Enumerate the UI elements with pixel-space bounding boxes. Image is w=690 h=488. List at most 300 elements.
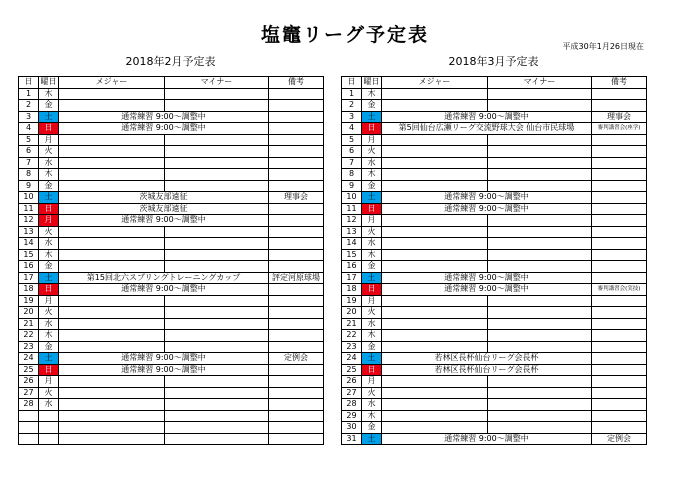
note-cell — [592, 376, 647, 388]
major-cell — [59, 422, 165, 434]
weekday-cell: 火 — [362, 307, 382, 319]
day-cell: 3 — [19, 111, 39, 123]
weekday-cell: 金 — [39, 261, 59, 273]
weekday-cell: 金 — [362, 341, 382, 353]
table-row — [342, 410, 647, 422]
weekday-cell: 土 — [362, 192, 382, 204]
day-cell: 6 — [342, 146, 362, 158]
day-cell: 8 — [19, 169, 39, 181]
weekday-cell: 金 — [362, 422, 382, 434]
table-row — [342, 433, 647, 445]
weekday-cell: 月 — [39, 134, 59, 146]
event-cell: 若林区長杯仙台リーグ会長杯 — [382, 364, 592, 376]
minor-cell — [165, 318, 269, 330]
minor-cell — [488, 226, 592, 238]
event-cell: 通常練習 9:00～調整中 — [382, 272, 592, 284]
day-cell: 18 — [342, 284, 362, 296]
minor-cell — [488, 215, 592, 227]
major-cell — [59, 157, 165, 169]
weekday-cell: 金 — [39, 180, 59, 192]
major-cell — [59, 307, 165, 319]
note-cell — [592, 410, 647, 422]
note-cell — [592, 157, 647, 169]
major-cell — [59, 146, 165, 158]
note-cell — [269, 433, 324, 445]
major-cell — [382, 146, 488, 158]
table-row — [19, 410, 324, 422]
table-row — [19, 111, 324, 123]
day-cell: 20 — [19, 307, 39, 319]
minor-cell — [165, 341, 269, 353]
day-cell: 1 — [342, 88, 362, 100]
major-cell — [382, 169, 488, 181]
table-row — [19, 180, 324, 192]
minor-cell — [488, 330, 592, 342]
major-cell — [382, 341, 488, 353]
event-cell: 第5回仙台広瀬リーグ交流野球大会 仙台市民球場 — [382, 123, 592, 135]
table-row — [19, 192, 324, 204]
day-cell: 4 — [19, 123, 39, 135]
header-weekday: 曜日 — [363, 77, 380, 86]
minor-cell — [488, 387, 592, 399]
day-cell — [19, 410, 39, 422]
weekday-cell: 土 — [362, 433, 382, 445]
day-cell: 21 — [19, 318, 39, 330]
minor-cell — [165, 134, 269, 146]
weekday-cell: 木 — [39, 249, 59, 261]
weekday-cell: 日 — [39, 203, 59, 215]
note-cell — [269, 410, 324, 422]
major-cell — [382, 295, 488, 307]
weekday-cell — [39, 433, 59, 445]
minor-cell — [488, 169, 592, 181]
day-cell: 25 — [19, 364, 39, 376]
note-cell — [592, 180, 647, 192]
table-row — [19, 307, 324, 319]
day-cell: 14 — [19, 238, 39, 250]
weekday-cell: 火 — [39, 307, 59, 319]
weekday-cell: 日 — [362, 203, 382, 215]
weekday-cell: 日 — [39, 364, 59, 376]
minor-cell — [165, 146, 269, 158]
table-row — [342, 169, 647, 181]
note-cell: 理事会 — [592, 111, 647, 123]
table-row — [342, 88, 647, 100]
table-row — [342, 192, 647, 204]
day-cell: 27 — [19, 387, 39, 399]
note-cell — [592, 146, 647, 158]
note-cell — [592, 307, 647, 319]
day-cell: 24 — [19, 353, 39, 365]
major-cell — [382, 261, 488, 273]
day-cell: 21 — [342, 318, 362, 330]
weekday-cell: 土 — [362, 272, 382, 284]
day-cell: 26 — [342, 376, 362, 388]
note-cell — [592, 318, 647, 330]
table-row — [19, 422, 324, 434]
day-cell: 13 — [342, 226, 362, 238]
event-cell: 通常練習 9:00～調整中 — [382, 203, 592, 215]
day-cell: 17 — [19, 272, 39, 284]
weekday-cell: 火 — [362, 387, 382, 399]
minor-cell — [165, 330, 269, 342]
event-cell: 通常練習 9:00～調整中 — [59, 215, 269, 227]
event-cell: 通常練習 9:00～調整中 — [382, 433, 592, 445]
note-cell — [592, 100, 647, 112]
day-cell: 16 — [342, 261, 362, 273]
day-cell: 4 — [342, 123, 362, 135]
table-row — [19, 261, 324, 273]
day-cell: 5 — [342, 134, 362, 146]
day-cell: 22 — [19, 330, 39, 342]
day-cell: 6 — [19, 146, 39, 158]
table-row — [19, 330, 324, 342]
table-row — [342, 180, 647, 192]
minor-cell — [488, 295, 592, 307]
weekday-cell: 金 — [39, 341, 59, 353]
table-row — [342, 123, 647, 135]
note-cell — [269, 422, 324, 434]
day-cell: 26 — [19, 376, 39, 388]
note-cell — [592, 364, 647, 376]
march-schedule-table — [341, 76, 647, 445]
major-cell — [59, 433, 165, 445]
major-cell — [59, 88, 165, 100]
table-row — [19, 353, 324, 365]
note-cell: 定例会 — [592, 433, 647, 445]
minor-cell — [165, 410, 269, 422]
day-cell: 17 — [342, 272, 362, 284]
weekday-cell: 金 — [39, 100, 59, 112]
note-cell — [269, 249, 324, 261]
minor-cell — [165, 387, 269, 399]
minor-cell — [165, 295, 269, 307]
weekday-cell: 土 — [39, 353, 59, 365]
note-cell — [592, 249, 647, 261]
table-row — [342, 399, 647, 411]
note-cell — [592, 353, 647, 365]
table-row — [342, 341, 647, 353]
day-cell: 2 — [342, 100, 362, 112]
note-cell — [269, 387, 324, 399]
table-row — [19, 433, 324, 445]
day-cell: 23 — [342, 341, 362, 353]
day-cell: 31 — [342, 433, 362, 445]
major-cell — [59, 295, 165, 307]
note-cell — [269, 123, 324, 135]
table-row — [19, 157, 324, 169]
note-cell — [269, 330, 324, 342]
weekday-cell: 日 — [39, 123, 59, 135]
event-cell: 通常練習 9:00～調整中 — [382, 284, 592, 296]
table-row — [19, 215, 324, 227]
day-cell: 19 — [342, 295, 362, 307]
table-row — [342, 203, 647, 215]
note-cell — [592, 422, 647, 434]
note-cell — [269, 157, 324, 169]
minor-cell — [488, 422, 592, 434]
day-cell: 11 — [342, 203, 362, 215]
day-cell: 12 — [19, 215, 39, 227]
event-cell: 通常練習 9:00～調整中 — [59, 284, 269, 296]
table-row — [19, 123, 324, 135]
day-cell: 16 — [19, 261, 39, 273]
weekday-cell: 月 — [39, 215, 59, 227]
header-major: メジャー — [59, 77, 165, 89]
note-cell — [269, 100, 324, 112]
table-row — [19, 318, 324, 330]
day-cell: 23 — [19, 341, 39, 353]
day-cell — [19, 422, 39, 434]
table-row — [19, 134, 324, 146]
major-cell — [382, 307, 488, 319]
table-row — [342, 330, 647, 342]
weekday-cell: 日 — [362, 284, 382, 296]
weekday-cell: 水 — [39, 157, 59, 169]
note-cell — [269, 146, 324, 158]
table-row — [19, 272, 324, 284]
weekday-cell: 木 — [362, 330, 382, 342]
major-cell — [382, 422, 488, 434]
major-cell — [59, 399, 165, 411]
day-cell: 18 — [19, 284, 39, 296]
table-row — [19, 249, 324, 261]
note-cell: 審判講習会(座学) — [592, 123, 647, 135]
major-cell — [59, 376, 165, 388]
table-row — [19, 295, 324, 307]
major-cell — [382, 215, 488, 227]
minor-cell — [165, 433, 269, 445]
major-cell — [382, 180, 488, 192]
major-cell — [382, 238, 488, 250]
note-cell — [269, 238, 324, 250]
day-cell: 7 — [342, 157, 362, 169]
day-cell: 10 — [19, 192, 39, 204]
major-cell — [382, 330, 488, 342]
weekday-cell: 日 — [39, 284, 59, 296]
as-of-date: 平成30年1月26日現在 — [562, 42, 644, 51]
major-cell — [382, 376, 488, 388]
weekday-cell: 月 — [362, 376, 382, 388]
major-cell — [382, 399, 488, 411]
weekday-cell: 木 — [362, 88, 382, 100]
event-cell: 若林区長杯仙台リーグ会長杯 — [382, 353, 592, 365]
weekday-cell: 土 — [39, 272, 59, 284]
weekday-cell: 水 — [362, 399, 382, 411]
major-cell — [382, 157, 488, 169]
day-cell: 20 — [342, 307, 362, 319]
minor-cell — [488, 341, 592, 353]
event-cell: 第15回北六スプリングトレーニングカップ — [59, 272, 269, 284]
note-cell — [269, 111, 324, 123]
table-row — [342, 387, 647, 399]
minor-cell — [488, 261, 592, 273]
minor-cell — [165, 180, 269, 192]
day-cell: 7 — [19, 157, 39, 169]
minor-cell — [488, 180, 592, 192]
header-day: 日 — [342, 77, 362, 89]
day-cell: 3 — [342, 111, 362, 123]
table-row — [19, 169, 324, 181]
day-cell: 25 — [342, 364, 362, 376]
event-cell: 通常練習 9:00～調整中 — [59, 123, 269, 135]
table-row — [19, 364, 324, 376]
table-row — [19, 376, 324, 388]
minor-cell — [488, 134, 592, 146]
minor-cell — [488, 238, 592, 250]
note-cell — [592, 169, 647, 181]
major-cell — [382, 226, 488, 238]
day-cell: 19 — [19, 295, 39, 307]
header-day: 日 — [19, 77, 39, 89]
weekday-cell: 土 — [362, 111, 382, 123]
minor-cell — [488, 157, 592, 169]
weekday-cell: 月 — [362, 215, 382, 227]
weekday-cell: 水 — [362, 238, 382, 250]
february-heading: 2018年2月予定表 — [125, 55, 216, 68]
note-cell — [269, 376, 324, 388]
major-cell — [59, 226, 165, 238]
major-cell — [382, 134, 488, 146]
note-cell — [269, 180, 324, 192]
weekday-cell: 日 — [362, 364, 382, 376]
minor-cell — [488, 100, 592, 112]
note-cell — [592, 203, 647, 215]
day-cell — [19, 433, 39, 445]
note-cell — [592, 192, 647, 204]
note-cell — [592, 387, 647, 399]
february-schedule-table — [18, 76, 324, 445]
day-cell: 9 — [342, 180, 362, 192]
weekday-cell: 木 — [362, 410, 382, 422]
table-row — [342, 100, 647, 112]
minor-cell — [488, 307, 592, 319]
minor-cell — [165, 376, 269, 388]
weekday-cell: 月 — [362, 134, 382, 146]
table-row — [19, 387, 324, 399]
minor-cell — [165, 226, 269, 238]
major-cell — [382, 410, 488, 422]
note-cell — [269, 307, 324, 319]
note-cell — [592, 295, 647, 307]
note-cell — [592, 226, 647, 238]
day-cell: 10 — [342, 192, 362, 204]
major-cell — [59, 249, 165, 261]
major-cell — [382, 249, 488, 261]
minor-cell — [165, 100, 269, 112]
major-cell — [382, 387, 488, 399]
february-rows — [19, 88, 324, 445]
note-cell: 審判講習会(実技) — [592, 284, 647, 296]
weekday-cell: 火 — [39, 146, 59, 158]
table-row — [342, 111, 647, 123]
weekday-cell: 月 — [39, 376, 59, 388]
note-cell — [269, 318, 324, 330]
weekday-cell — [39, 422, 59, 434]
note-cell — [269, 203, 324, 215]
event-cell: 通常練習 9:00～調整中 — [382, 111, 592, 123]
major-cell — [59, 134, 165, 146]
minor-cell — [488, 399, 592, 411]
weekday-cell: 月 — [362, 295, 382, 307]
day-cell: 12 — [342, 215, 362, 227]
table-row — [342, 157, 647, 169]
minor-cell — [165, 422, 269, 434]
minor-cell — [165, 399, 269, 411]
major-cell — [59, 387, 165, 399]
minor-cell — [488, 376, 592, 388]
minor-cell — [165, 307, 269, 319]
weekday-cell: 水 — [39, 318, 59, 330]
day-cell: 22 — [342, 330, 362, 342]
note-cell — [592, 215, 647, 227]
day-cell: 15 — [342, 249, 362, 261]
header-weekday: 曜日 — [40, 77, 57, 86]
table-header-row — [342, 77, 647, 89]
table-row — [342, 261, 647, 273]
note-cell — [269, 134, 324, 146]
table-row — [19, 238, 324, 250]
table-row — [19, 341, 324, 353]
table-row — [19, 399, 324, 411]
table-row — [342, 272, 647, 284]
day-cell: 28 — [19, 399, 39, 411]
event-cell: 通常練習 9:00～調整中 — [59, 353, 269, 365]
table-row — [342, 295, 647, 307]
major-cell — [382, 100, 488, 112]
minor-cell — [488, 88, 592, 100]
note-cell — [592, 341, 647, 353]
minor-cell — [165, 238, 269, 250]
note-cell — [592, 238, 647, 250]
table-row — [342, 146, 647, 158]
weekday-cell: 木 — [362, 249, 382, 261]
note-cell — [592, 261, 647, 273]
major-cell — [59, 169, 165, 181]
weekday-cell: 水 — [39, 238, 59, 250]
weekday-cell: 水 — [362, 318, 382, 330]
minor-cell — [165, 261, 269, 273]
major-cell — [59, 341, 165, 353]
table-row — [342, 307, 647, 319]
table-row — [342, 364, 647, 376]
day-cell: 9 — [19, 180, 39, 192]
day-cell: 15 — [19, 249, 39, 261]
march-heading: 2018年3月予定表 — [448, 55, 539, 68]
note-cell — [269, 169, 324, 181]
weekday-cell: 月 — [39, 295, 59, 307]
minor-cell — [165, 157, 269, 169]
minor-cell — [488, 249, 592, 261]
table-row — [342, 134, 647, 146]
note-cell — [269, 215, 324, 227]
minor-cell — [165, 88, 269, 100]
minor-cell — [488, 410, 592, 422]
header-major: メジャー — [382, 77, 488, 89]
day-cell: 13 — [19, 226, 39, 238]
note-cell — [592, 399, 647, 411]
note-cell — [269, 261, 324, 273]
major-cell — [59, 238, 165, 250]
table-row — [19, 226, 324, 238]
weekday-cell: 火 — [39, 387, 59, 399]
note-cell: 評定河原球場 — [269, 272, 324, 284]
minor-cell — [165, 249, 269, 261]
minor-cell — [165, 169, 269, 181]
page-title: 塩竈リーグ予定表 — [260, 24, 429, 46]
major-cell — [59, 261, 165, 273]
event-cell: 通常練習 9:00～調整中 — [382, 192, 592, 204]
